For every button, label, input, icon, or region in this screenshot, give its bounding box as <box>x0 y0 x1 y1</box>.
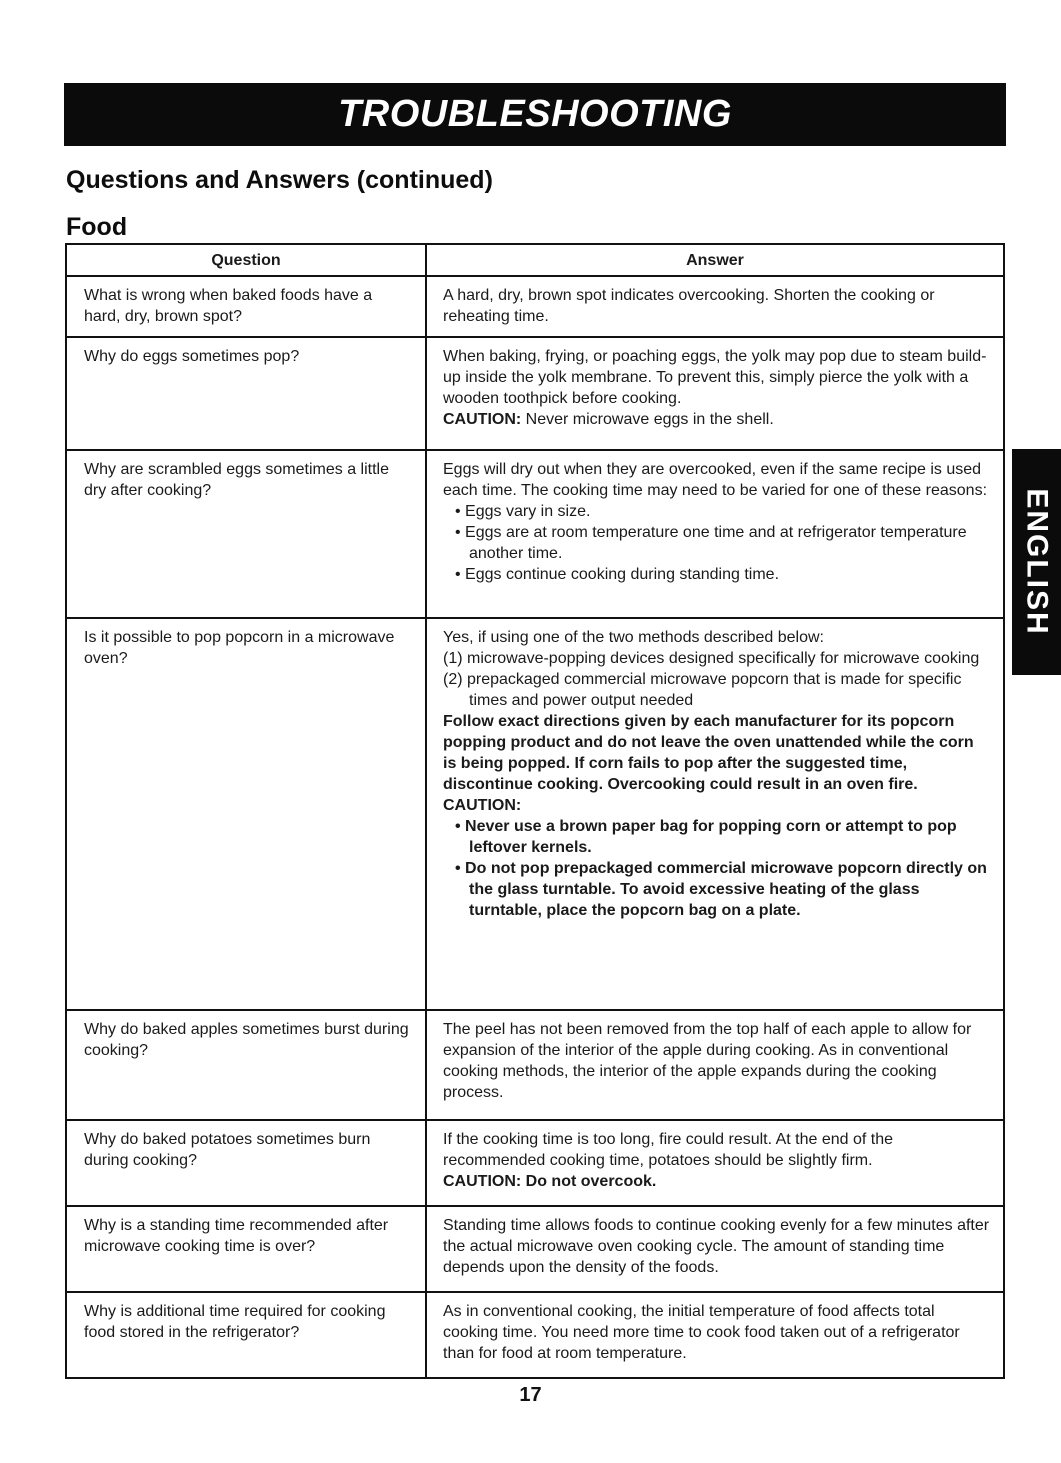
answer-cell <box>426 1010 1004 1120</box>
table-row <box>66 1292 1004 1378</box>
answer-cell <box>426 337 1004 450</box>
bullet-item: • Eggs are at room temperature one time and at refrigerator temperature another time. <box>455 524 967 562</box>
answer-text: The peel has not been removed from the top half of each apple to allow for expansion of the interior of the apple during cooking. As in conventional cooking methods, the interior of the apple expands during the cooking process. <box>443 1021 972 1101</box>
table-header-row <box>66 244 1004 276</box>
language-tab <box>1012 449 1061 675</box>
table-row <box>66 1206 1004 1292</box>
answer-cell <box>426 618 1004 1010</box>
header-question: Question <box>66 244 426 276</box>
answer-text: If the cooking time is too long, fire could result. At the end of the recommended cooking time, potatoes should be slightly firm. <box>443 1131 894 1169</box>
caution-bullet: • Never use a brown paper bag for popping corn or attempt to pop leftover kernels. <box>455 818 957 856</box>
bullet-item: • Eggs continue cooking during standing time. <box>455 566 780 583</box>
answer-text: Eggs will dry out when they are overcooked, even if the same recipe is used each time. The cooking time may need to be varied for one of these reasons: <box>443 461 988 499</box>
section-heading: Food <box>66 213 128 241</box>
answer-cell <box>426 1206 1004 1292</box>
question-cell: Why do baked potatoes sometimes burn during cooking? <box>66 1120 426 1206</box>
banner-title: TROUBLESHOOTING <box>338 93 732 135</box>
table-row <box>66 1010 1004 1120</box>
question-cell: Why do eggs sometimes pop? <box>66 337 426 450</box>
question-cell: Is it possible to pop popcorn in a microwave oven? <box>66 618 426 1010</box>
page-heading: Questions and Answers (continued) <box>66 166 493 194</box>
warning-text: Follow exact directions given by each manufacturer for its popcorn popping product and do not leave the oven unattended while the corn is being popped. If corn fails to pop after the suggested time, discontinue cooking. Overcooking could result in an oven fire. <box>443 713 974 793</box>
caution-text: Never microwave eggs in the shell. <box>521 411 774 428</box>
caution-label: CAUTION: Do not overcook. <box>443 1173 657 1190</box>
table-row <box>66 1120 1004 1206</box>
caution-line <box>443 1171 991 1192</box>
answer-cell <box>426 1292 1004 1378</box>
caution-bullet: • Do not pop prepackaged commercial microwave popcorn directly on the glass turntable. To avoid excessive heating of the glass turntable, place the popcorn bag on a plate. <box>455 860 987 919</box>
language-tab-label: ENGLISH <box>1020 488 1054 636</box>
page-banner <box>64 83 1006 146</box>
caution-label: CAUTION: <box>443 411 522 428</box>
answer-text: When baking, frying, or poaching eggs, the yolk may pop due to steam build-up inside the yolk membrane. To prevent this, simply pierce the yolk with a wooden toothpick before cooking. <box>443 348 987 407</box>
answer-text: Yes, if using one of the two methods described below: <box>443 629 824 646</box>
header-answer: Answer <box>426 244 1004 276</box>
method-item: (1) microwave-popping devices designed specifically for microwave cooking <box>443 650 980 667</box>
answer-cell <box>426 276 1004 337</box>
answer-cell <box>426 450 1004 618</box>
method-item: (2) prepackaged commercial microwave popcorn that is made for specific times and power output needed <box>443 671 962 709</box>
answer-cell <box>426 1120 1004 1206</box>
table-row <box>66 337 1004 450</box>
table-row <box>66 276 1004 337</box>
bullet-item: • Eggs vary in size. <box>455 503 591 520</box>
table-row <box>66 618 1004 1010</box>
question-cell: Why is additional time required for cooking food stored in the refrigerator? <box>66 1292 426 1378</box>
page-number: 17 <box>519 1384 542 1406</box>
question-cell: Why is a standing time recommended after microwave cooking time is over? <box>66 1206 426 1292</box>
question-cell: Why do baked apples sometimes burst during cooking? <box>66 1010 426 1120</box>
question-cell: What is wrong when baked foods have a hard, dry, brown spot? <box>66 276 426 337</box>
caution-line <box>443 409 991 430</box>
answer-text: As in conventional cooking, the initial temperature of food affects total cooking time. You need more time to cook food taken out of a refrigerator than for food at room temperature. <box>443 1303 960 1362</box>
table-row <box>66 450 1004 618</box>
answer-text: Standing time allows foods to continue cooking evenly for a few minutes after the actual microwave oven cooking cycle. The amount of standing time depends upon the density of the foods. <box>443 1217 990 1276</box>
question-cell: Why are scrambled eggs sometimes a little dry after cooking? <box>66 450 426 618</box>
caution-label: CAUTION: <box>443 797 522 814</box>
qa-table <box>65 243 1005 1379</box>
answer-text: A hard, dry, brown spot indicates overcooking. Shorten the cooking or reheating time. <box>443 287 935 325</box>
